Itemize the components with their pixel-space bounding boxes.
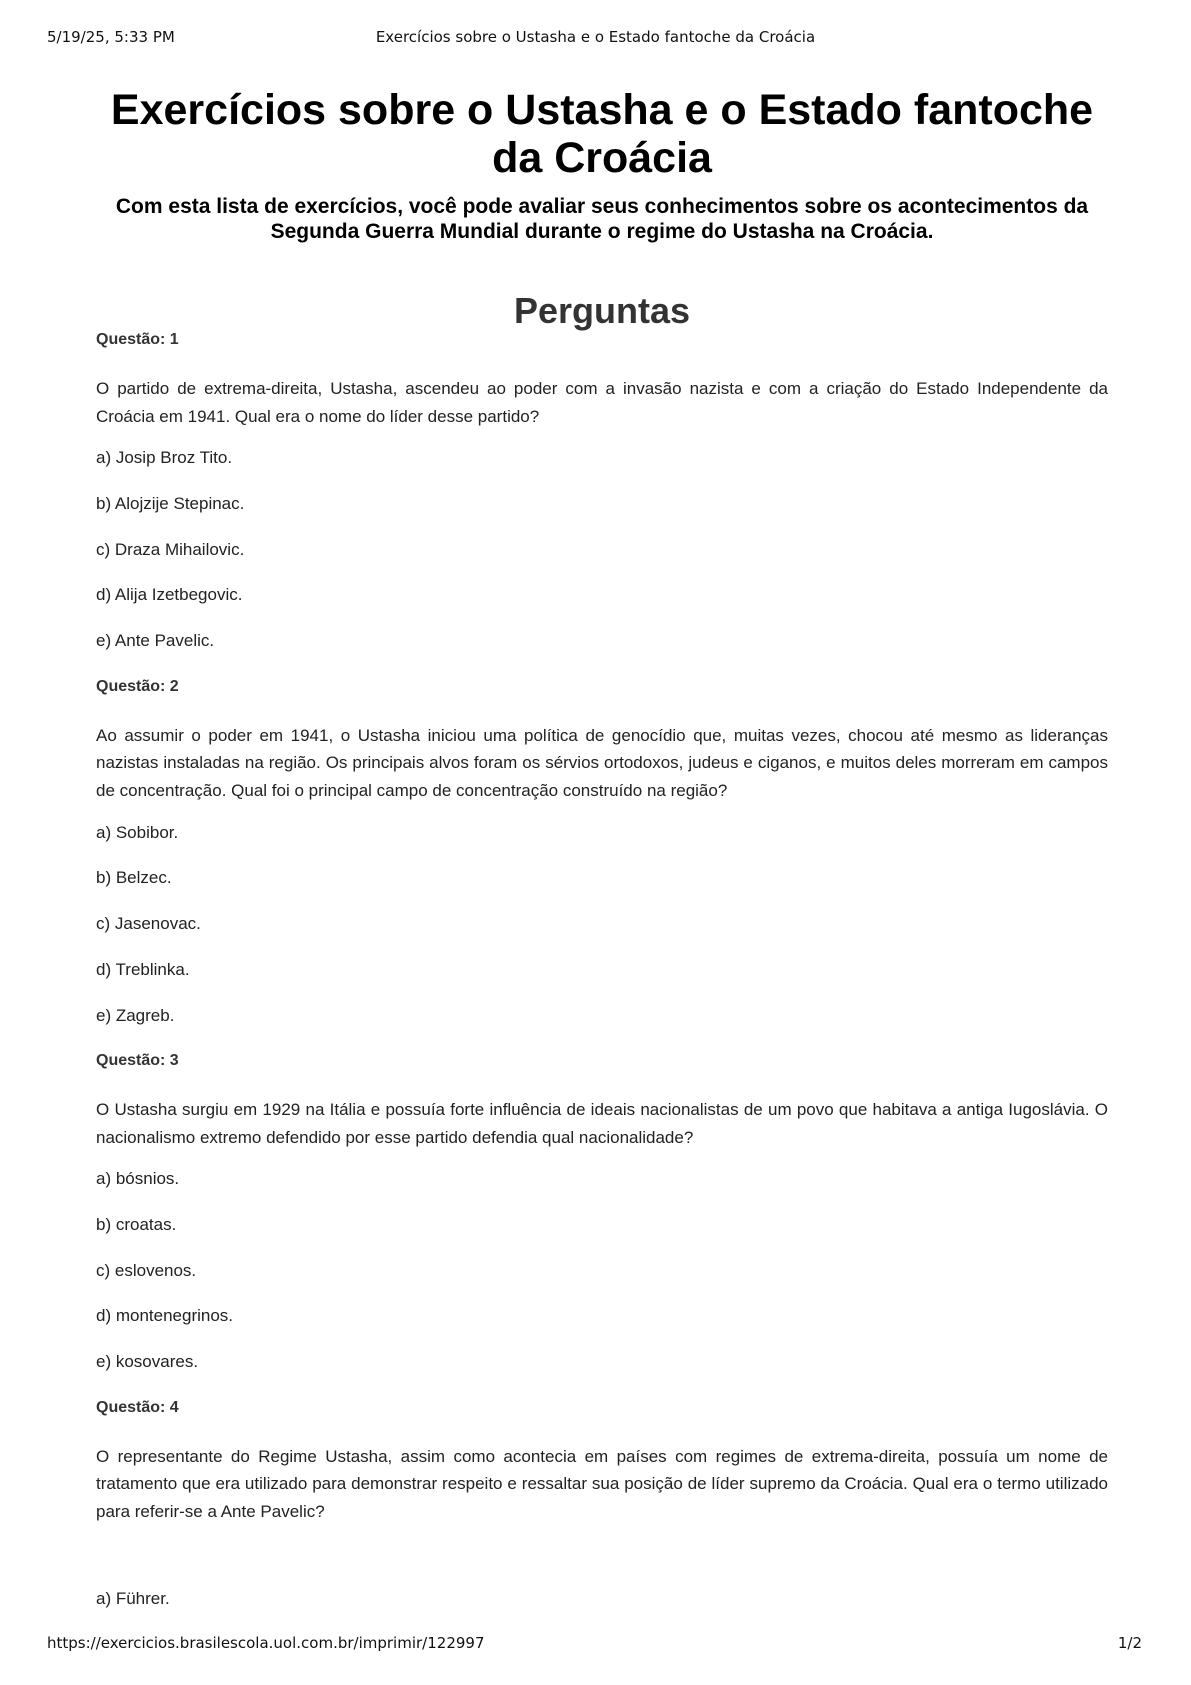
answer-options [96,1169,1108,1372]
answer-options [96,448,1108,651]
answer-option-c[interactable]: c) Draza Mihailovic. [96,539,245,559]
question-label: Questão: 3 [96,1052,179,1070]
question-4 [96,1398,1108,1609]
question-label: Questão: 4 [96,1398,179,1416]
answer-option-b[interactable]: b) croatas. [96,1215,177,1235]
question-text: O Ustasha surgiu em 1929 na Itália e possuía forte influência de ideais nacionalistas de um povo que habitava a antiga Iugoslávia. O nacionalismo extremo defendido por esse partido defendia qual nacionalidade? [96,1100,1108,1147]
answer-option-e[interactable]: e) Zagreb. [96,1005,175,1025]
answer-options [96,1589,1108,1609]
answer-option-b[interactable]: b) Alojzije Stepinac. [96,494,245,514]
answer-option-c[interactable]: c) Jasenovac. [96,914,201,934]
answer-options [96,823,1108,1026]
answer-option-a[interactable]: a) Sobibor. [96,822,179,842]
answer-option-a[interactable]: a) Führer. [96,1588,170,1608]
page-subtitle: Com esta lista de exercícios, você pode avaliar seus conhecimentos sobre os acontecimentos da Segunda Guerra Mundial durante o regime do Ustasha na Croácia. [115,195,1089,243]
answer-option-d[interactable]: d) montenegrinos. [96,1306,234,1326]
answer-option-d[interactable]: d) Alija Izetbegovic. [96,585,243,605]
question-3 [96,1051,1108,1372]
question-label: Questão: 1 [96,331,179,348]
answer-option-a[interactable]: a) Josip Broz Tito. [96,448,233,468]
question-label: Questão: 2 [96,677,179,695]
print-footer [0,1634,1191,1656]
answer-option-c[interactable]: c) eslovenos. [96,1260,197,1280]
print-header [0,28,1191,50]
question-2 [96,677,1108,1026]
question-1 [96,330,1108,651]
answer-option-e[interactable]: e) Ante Pavelic. [96,631,215,651]
answer-option-b[interactable]: b) Belzec. [96,868,172,888]
page-number: 1/2 [1117,1634,1142,1652]
answer-option-a[interactable]: a) bósnios. [96,1169,180,1189]
page-title: Exercícios sobre o Ustasha e o Estado fantoche da Croácia [110,86,1094,182]
answer-option-e[interactable]: e) kosovares. [96,1352,199,1372]
print-url: https://exercicios.brasilescola.uol.com.br/imprimir/122997 [47,1634,485,1652]
question-text: O representante do Regime Ustasha, assim como acontecia em países com regimes de extrema-direita, possuía um nome de tratamento que era utilizado para demonstrar respeito e ressaltar sua posição de líder supremo da Croácia. Qual era o termo utilizado para referir-se a Ante Pavelic? [96,1446,1108,1522]
question-text: O partido de extrema-direita, Ustasha, ascendeu ao poder com a invasão nazista e com a criação do Estado Independente da Croácia em 1941. Qual era o nome do líder desse partido? [96,379,1108,426]
section-heading: Perguntas [513,290,691,331]
page-content [96,86,1108,1609]
question-text: Ao assumir o poder em 1941, o Ustasha iniciou uma política de genocídio que, muitas vezes, chocou até mesmo as lideranças nazistas instaladas na região. Os principais alvos foram os sérvios ortodoxos, judeus e ciganos, e muitos deles morreram em campos de concentração. Qual foi o principal campo de concentração construído na região? [96,725,1108,801]
answer-option-d[interactable]: d) Treblinka. [96,959,190,979]
print-datetime: 5/19/25, 5:33 PM [47,28,175,46]
print-doc-title: Exercícios sobre o Ustasha e o Estado fantoche da Croácia [375,28,816,46]
